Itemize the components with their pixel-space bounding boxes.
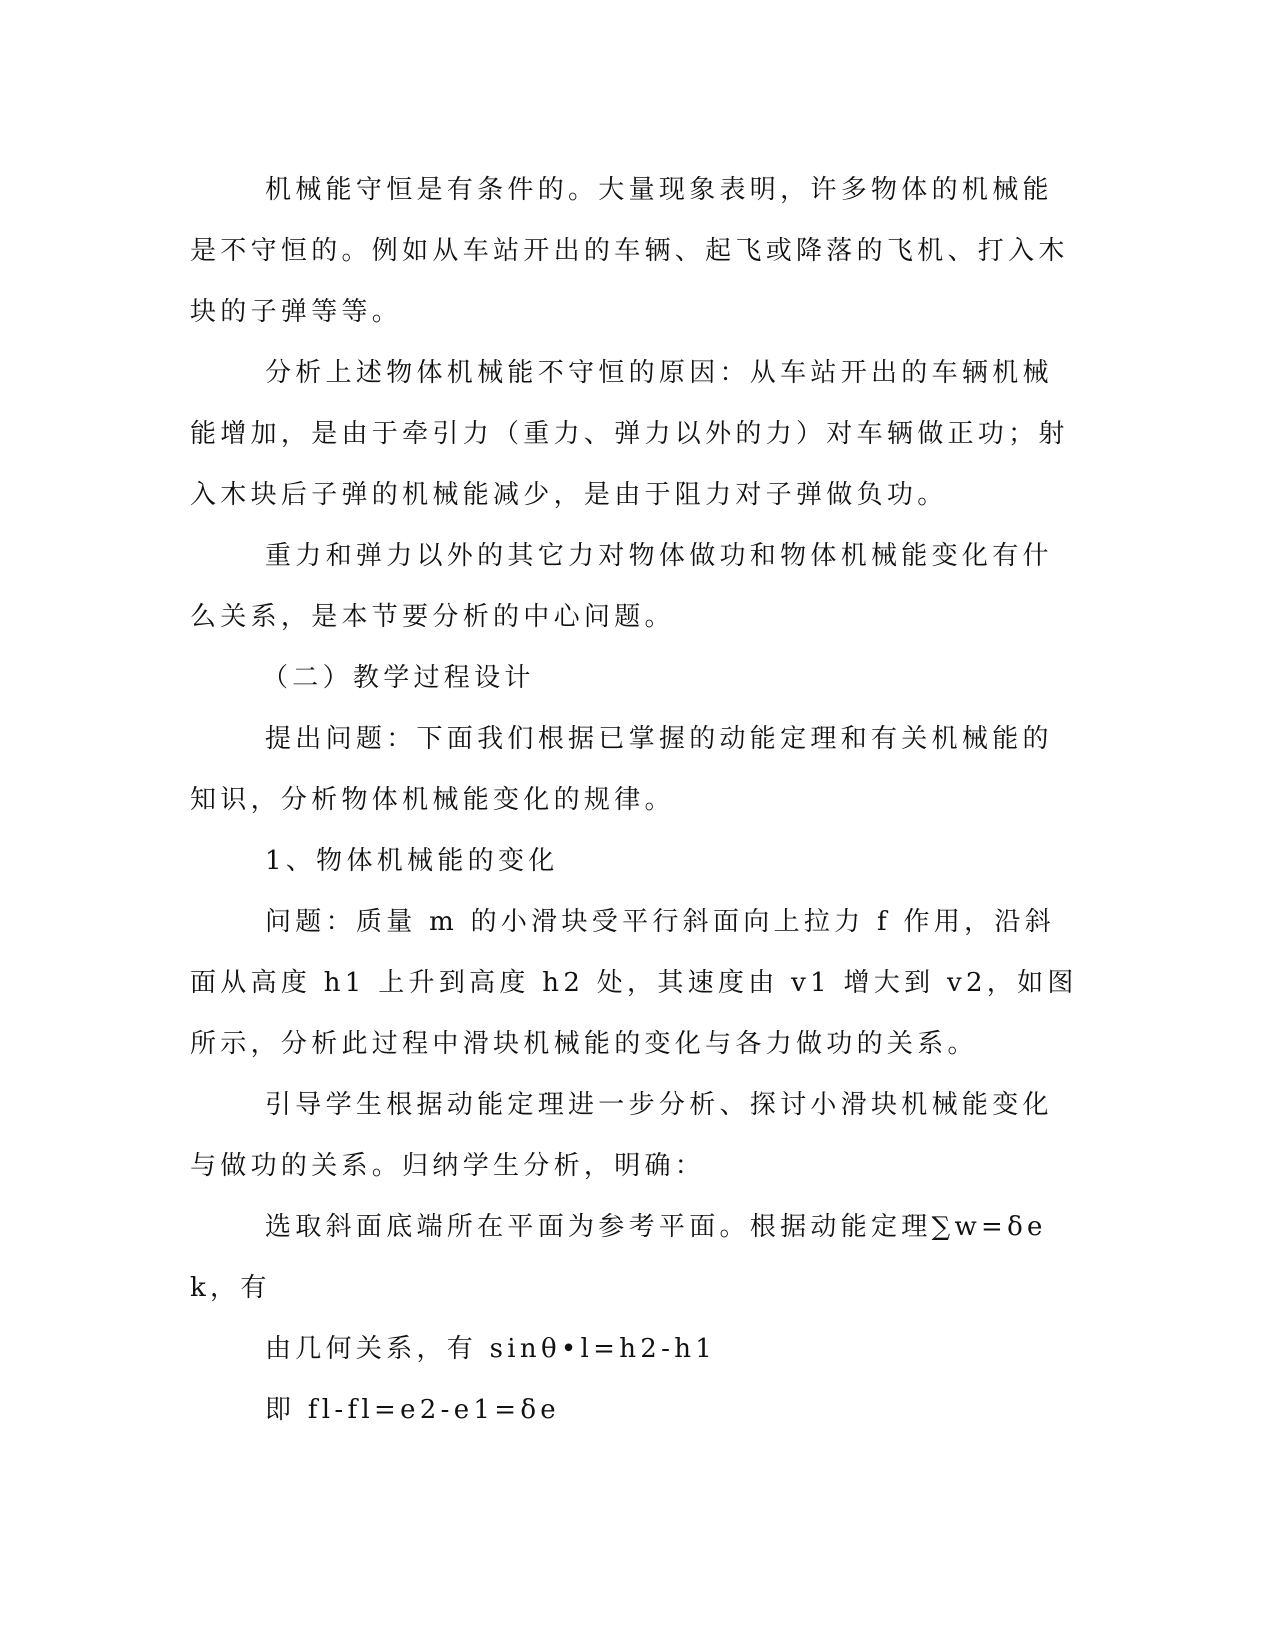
paragraph-conservation-conditions: 机械能守恒是有条件的。大量现象表明，许多物体的机械能是不守恒的。例如从车站开出的车辆、起飞或降落的飞机、打入木块的子弹等等。 (190, 175, 1069, 327)
paragraph-reference-plane: 选取斜面底端所在平面为参考平面。根据动能定理∑w=δek，有 (190, 1212, 1047, 1303)
document-body (190, 160, 1080, 1441)
paragraph-central-question: 重力和弹力以外的其它力对物体做功和物体机械能变化有什么关系，是本节要分析的中心问题。 (190, 541, 1053, 632)
paragraph-result-equation: 即 fl-fl=e2-e1=δe (265, 1395, 560, 1425)
section-heading-teaching-design: （二）教学过程设计 (262, 663, 535, 693)
paragraph-guide-students: 引导学生根据动能定理进一步分析、探讨小滑块机械能变化与做功的关系。归纳学生分析，明确： (190, 1090, 1053, 1181)
subheading-mechanical-energy-change: 1、物体机械能的变化 (265, 846, 559, 876)
paragraph-geometry-relation: 由几何关系，有 sinθ•l=h2-h1 (265, 1334, 717, 1364)
paragraph-slider-problem: 问题：质量 m 的小滑块受平行斜面向上拉力 f 作用，沿斜面从高度 h1 上升到高度 h2 处，其速度由 v1 增大到 v2，如图所示，分析此过程中滑块机械能的变化与各力做功的关系。 (190, 907, 1078, 1059)
paragraph-raise-question: 提出问题：下面我们根据已掌握的动能定理和有关机械能的知识，分析物体机械能变化的规律。 (190, 724, 1053, 815)
paragraph-analysis-reasons: 分析上述物体机械能不守恒的原因：从车站开出的车辆机械能增加，是由于牵引力（重力、弹力以外的力）对车辆做正功；射入木块后子弹的机械能减少，是由于阻力对子弹做负功。 (190, 358, 1069, 510)
